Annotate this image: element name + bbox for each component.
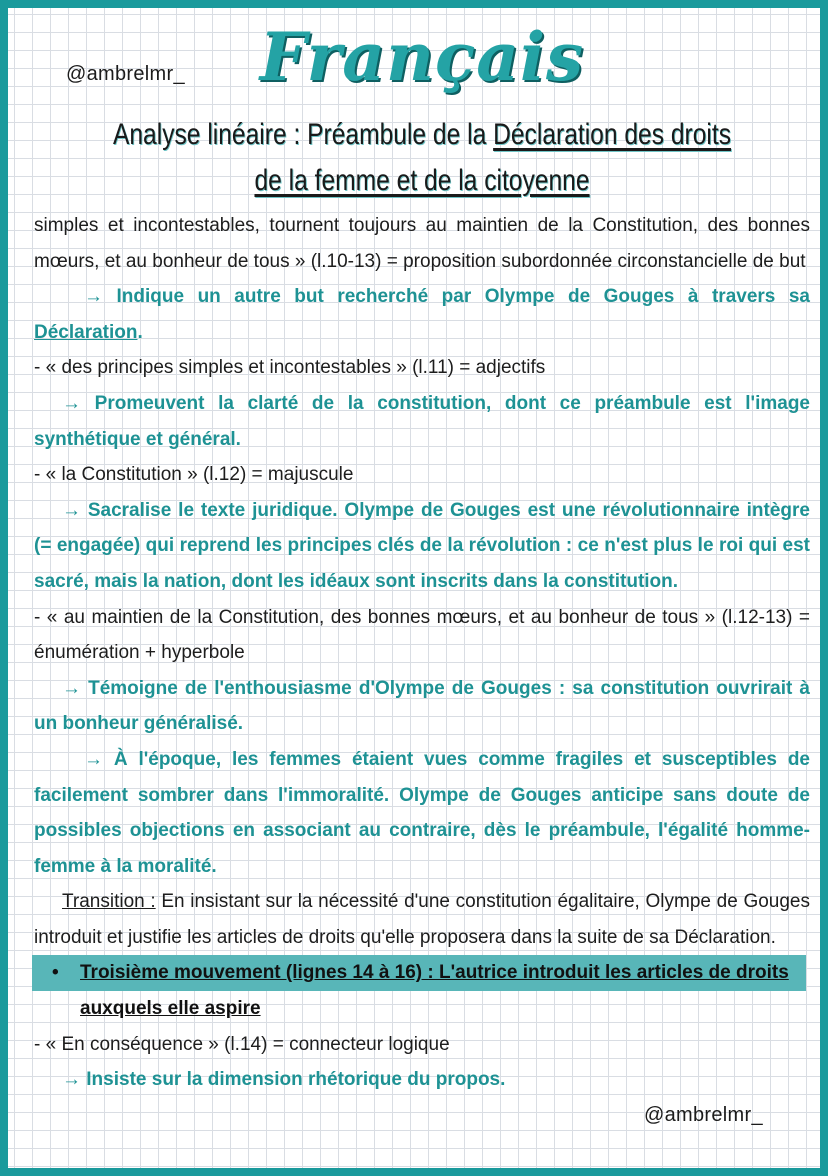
transition-text: En insistant sur la nécessité d'une constitution égalitaire, Olympe de Gouges introduit et justifie les articles de droits qu'elle proposera dans la suite de sa Déclaration. (34, 891, 810, 948)
section-bullet: • (52, 962, 59, 984)
section-heading-line-1: Troisième mouvement (lignes 14 à 16) : L'autrice introduit les articles de droits (80, 962, 789, 984)
page-subtitle (99, 112, 745, 204)
transition-paragraph (34, 884, 810, 955)
analysis-6: → Insiste sur la dimension rhétorique du propos. (62, 1069, 506, 1091)
paragraph-1: simples et incontestables, tournent toujours au maintien de la Constitution, des bonnes mœurs, et au bonheur de tous » (l.10-13) = proposition subordonnée circonstancielle de but (34, 215, 810, 272)
paragraph-5: - « En conséquence » (l.14) = connecteur logique (34, 1033, 450, 1055)
section-heading (32, 955, 806, 991)
paragraph-2: - « des principes simples et incontestables » (l.11) = adjectifs (34, 357, 546, 379)
analysis-1-underlined: Déclaration (34, 321, 138, 343)
paragraph-4: - « au maintien de la Constitution, des bonnes mœurs, et au bonheur de tous » (l.12-13) = énumération + hyperbole (34, 606, 810, 664)
analysis-1-end: . (137, 321, 143, 343)
transition-label: Transition : (62, 891, 156, 913)
author-handle-bottom: @ambrelmr_ (644, 1104, 763, 1126)
subtitle-underlined: Déclaration des droits de la femme et de la citoyenne (254, 118, 732, 197)
paragraph-3: - « la Constitution » (l.12) = majuscule (34, 464, 354, 486)
analysis-5: → À l'époque, les femmes étaient vues comme fragiles et susceptibles de facilement sombrer dans l'immoralité. Olympe de Gouges anticipe sans doute de possibles objections en associant au contraire, dès le préambule, l'égalité homme-femme à la moralité. (34, 748, 810, 877)
section-heading-line-2: auxquels elle aspire (80, 998, 261, 1020)
notes-body (34, 208, 810, 1098)
subtitle-prefix: Analyse linéaire : Préambule de la (112, 118, 494, 151)
analysis-2: → Promeuvent la clarté de la constitution, dont ce préambule est l'image synthétique et général. (34, 392, 810, 450)
page-title: Français (259, 18, 585, 96)
analysis-1-text: → Indique un autre but recherché par Olympe de Gouges à travers sa (84, 286, 810, 308)
section-heading-line-2-wrap (34, 991, 810, 1027)
analysis-1 (34, 279, 810, 350)
author-handle-top: @ambrelmr_ (66, 63, 185, 85)
analysis-3: → Sacralise le texte juridique. Olympe de Gouges est une révolutionnaire intègre (= engagée) qui reprend les principes clés de la révolution : ce n'est plus le roi qui est sacré, mais la nation, dont les idéaux sont inscrits dans la constitution. (34, 499, 810, 592)
analysis-4: → Témoigne de l'enthousiasme d'Olympe de Gouges : sa constitution ouvrirait à un bonheur généralisé. (34, 677, 810, 735)
